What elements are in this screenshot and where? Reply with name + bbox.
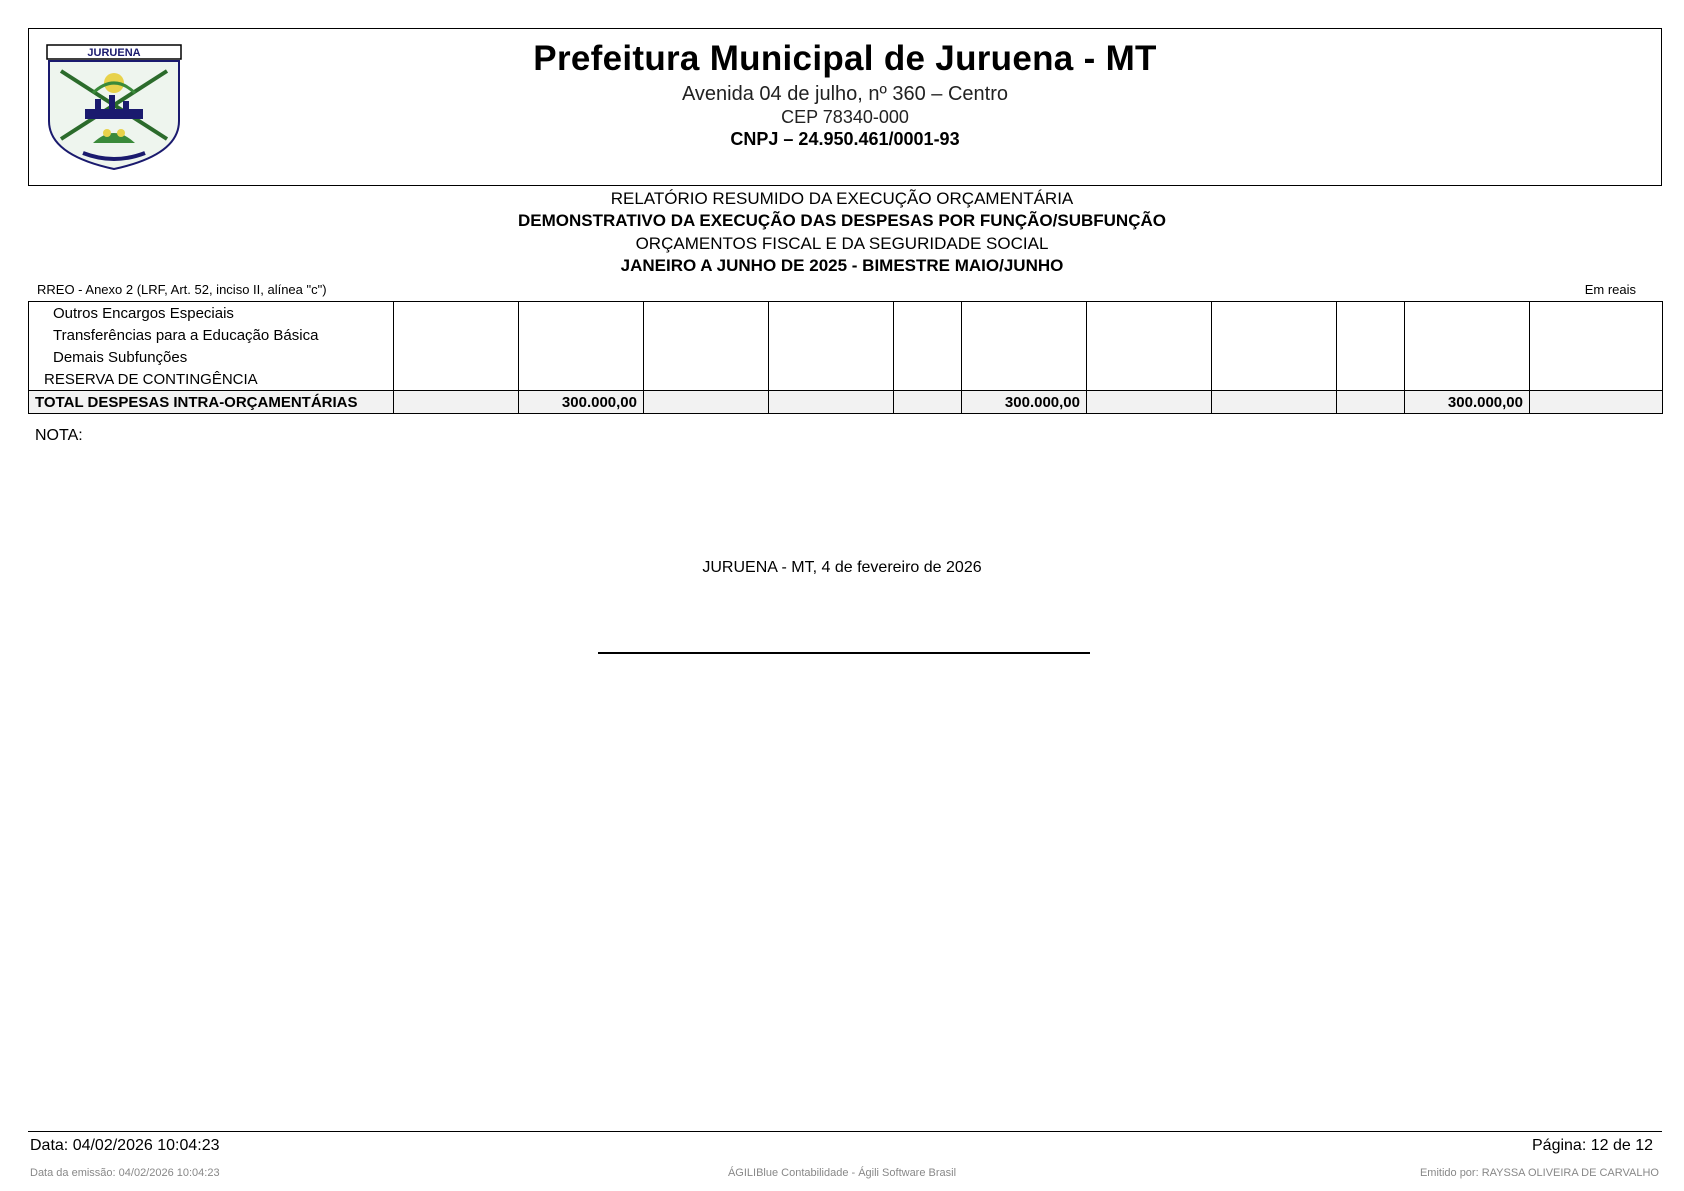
report-subtitle: DEMONSTRATIVO DA EXECUÇÃO DAS DESPESAS POR FUNÇÃO/SUBFUNÇÃO xyxy=(518,211,1166,230)
org-address: Avenida 04 de julho, nº 360 – Centro xyxy=(681,83,1009,105)
report-scope: ORÇAMENTOS FISCAL E DA SEGURIDADE SOCIAL xyxy=(635,234,1049,253)
table-row xyxy=(29,324,1663,346)
total-cell xyxy=(394,391,519,414)
annex-reference: RREO - Anexo 2 (LRF, Art. 52, inciso II, alínea "c") xyxy=(37,282,327,297)
expenses-table xyxy=(28,301,1663,414)
table-row xyxy=(29,368,1663,391)
footer-date: Data: 04/02/2026 10:04:23 xyxy=(30,1137,220,1154)
total-cell xyxy=(1530,391,1663,414)
total-label: TOTAL DESPESAS INTRA-ORÇAMENTÁRIAS xyxy=(29,391,394,414)
table-row xyxy=(29,302,1663,325)
footer-divider xyxy=(28,1131,1662,1132)
org-cnpj: CNPJ – 24.950.461/0001-93 xyxy=(730,129,960,149)
total-cell: 300.000,00 xyxy=(1405,391,1530,414)
report-title: RELATÓRIO RESUMIDO DA EXECUÇÃO ORÇAMENTÁRIA xyxy=(610,189,1074,208)
units-label: Em reais xyxy=(1584,282,1636,297)
total-row xyxy=(29,391,1663,414)
report-period: JANEIRO A JUNHO DE 2025 - BIMESTRE MAIO/JUNHO xyxy=(620,256,1064,275)
crest-title: JURUENA xyxy=(87,47,141,59)
total-cell xyxy=(1337,391,1405,414)
total-cell xyxy=(894,391,962,414)
total-cell xyxy=(769,391,894,414)
header-box xyxy=(28,28,1662,186)
total-cell xyxy=(1087,391,1212,414)
issuer-name: Emitido por: RAYSSA OLIVEIRA DE CARVALHO xyxy=(1419,1167,1659,1179)
note-label: NOTA: xyxy=(35,427,83,444)
row-label: Demais Subfunções xyxy=(29,346,394,368)
row-label: Outros Encargos Especiais xyxy=(29,302,394,325)
signature-line xyxy=(598,652,1090,654)
page-number: Página: 12 de 12 xyxy=(1532,1137,1653,1154)
org-cep: CEP 78340-000 xyxy=(781,107,909,127)
table-row xyxy=(29,346,1663,368)
emission-date: Data da emissão: 04/02/2026 10:04:23 xyxy=(30,1167,220,1179)
software-credit: ÁGILIBlue Contabilidade - Ágili Software Brasil xyxy=(727,1167,957,1179)
total-cell xyxy=(1212,391,1337,414)
total-cell: 300.000,00 xyxy=(962,391,1087,414)
org-name: Prefeitura Municipal de Juruena - MT xyxy=(533,39,1157,78)
row-label: RESERVA DE CONTINGÊNCIA xyxy=(29,368,394,391)
place-date: JURUENA - MT, 4 de fevereiro de 2026 xyxy=(702,559,982,576)
row-label: Transferências para a Educação Básica xyxy=(29,324,394,346)
total-cell: 300.000,00 xyxy=(519,391,644,414)
total-cell xyxy=(644,391,769,414)
